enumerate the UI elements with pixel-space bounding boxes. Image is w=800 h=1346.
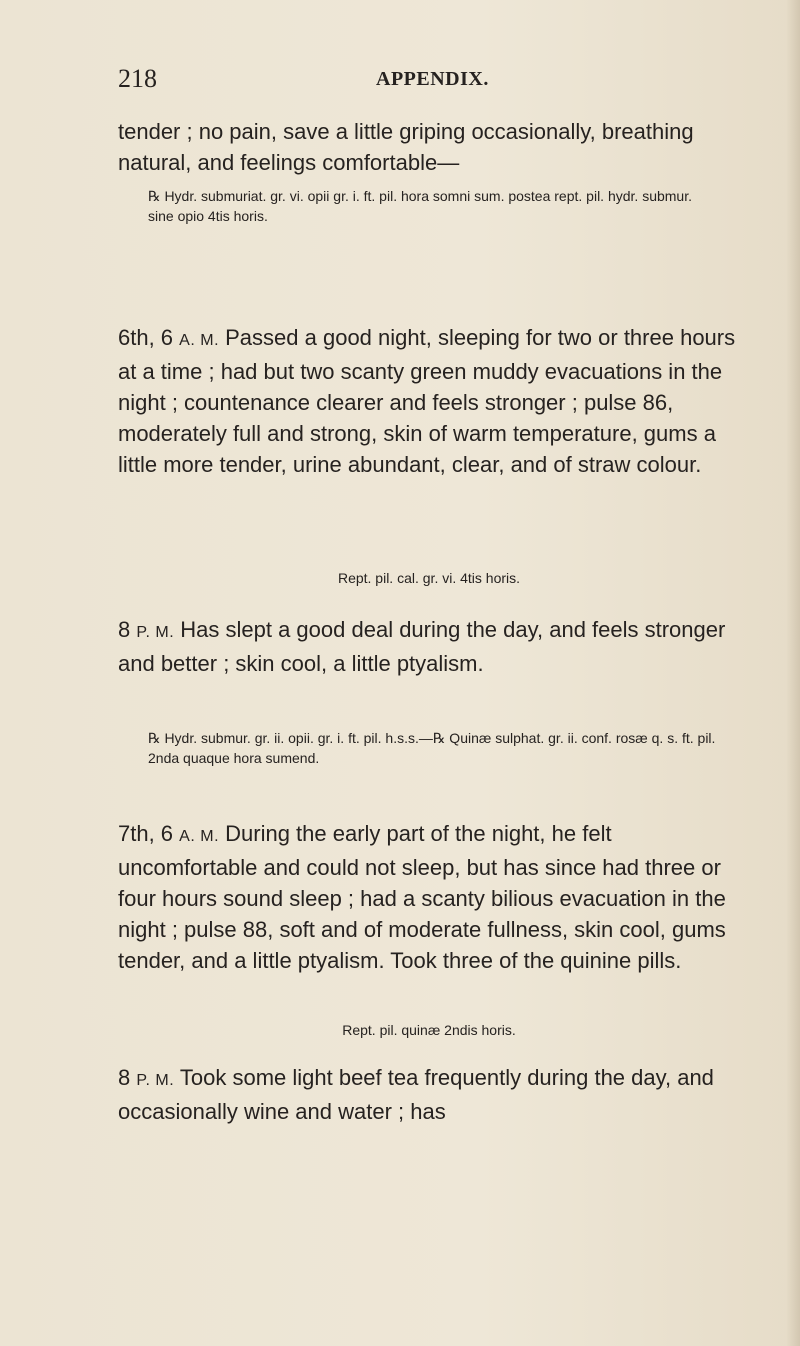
entry-text: During the early part of the night, he felt uncomfortable and could not sleep, but has since had three or four hours sound sleep ; had a scanty bilious evacuation in the night ; pulse 88, soft and of moderate fullness, skin cool, gums tender, and a little ptyalism. Took three of the quinine pills. <box>118 821 726 973</box>
running-head: APPENDIX. <box>376 68 489 90</box>
entry-time: A. M. <box>179 828 220 845</box>
page-number: 218 <box>118 64 157 93</box>
prescription-1: ℞ Hydr. submuriat. gr. vi. opii gr. i. ft. pil. hora somni sum. postea rept. pil. hydr. submur. sine opio 4tis horis. <box>148 188 692 224</box>
paragraph-6th-am <box>118 322 740 480</box>
entry-hour: 8 <box>118 617 131 642</box>
prescription-2: Rept. pil. cal. gr. vi. 4tis horis. <box>337 570 521 586</box>
entry-date: 6th, 6 <box>118 325 174 350</box>
page-header <box>118 64 738 100</box>
paragraph-continuation: tender ; no pain, save a little griping occasionally, breathing natural, and feelings comfortable— <box>118 119 694 175</box>
entry-text: Took some light beef tea frequently during the day, and occasionally wine and water ; has <box>118 1065 714 1124</box>
paragraph-7th-am <box>118 818 740 976</box>
entry-hour: 8 <box>118 1065 131 1090</box>
page-edge-shadow <box>786 0 800 1346</box>
entry-time: P. M. <box>136 1072 175 1089</box>
prescription-3: ℞ Hydr. submur. gr. ii. opii. gr. i. ft. pil. h.s.s.—℞ Quinæ sulphat. gr. ii. conf. rosæ q. s. ft. pil. 2nda quaque hora sumend. <box>148 730 716 766</box>
entry-time: P. M. <box>136 624 175 641</box>
entry-time: A. M. <box>179 332 220 349</box>
prescription-4: Rept. pil. quinæ 2ndis horis. <box>342 1022 516 1038</box>
entry-date: 7th, 6 <box>118 821 174 846</box>
paragraph-8-pm-2 <box>118 1062 740 1127</box>
entry-text: Has slept a good deal during the day, and feels stronger and better ; skin cool, a little ptyalism. <box>118 617 726 676</box>
entry-text: Passed a good night, sleeping for two or three hours at a time ; had but two scanty green muddy evacuations in the night ; countenance clearer and feels stronger ; pulse 86, moderately full and strong, skin of warm temperature, gums a little more tender, urine abundant, clear, and of straw colour. <box>118 325 736 477</box>
paragraph-8-pm <box>118 614 740 679</box>
